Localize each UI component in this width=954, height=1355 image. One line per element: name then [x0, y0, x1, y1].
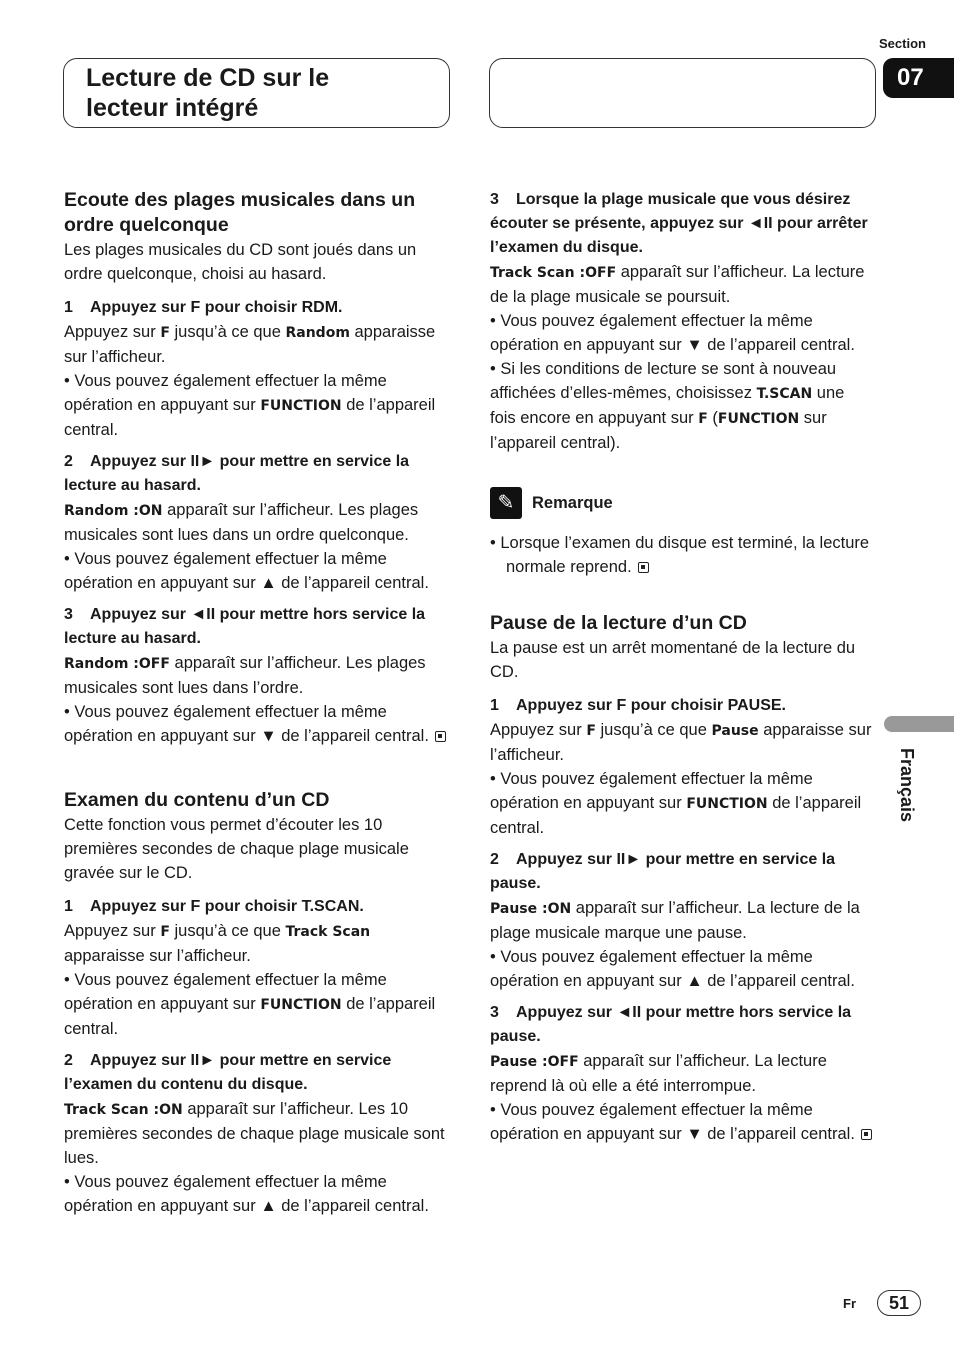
step-3-pause-body: Pause :OFF apparaît sur l’afficheur. La lecture reprend là où elle a été interrompue.	[490, 1052, 827, 1095]
step-1-scan: 1 Appuyez sur F pour choisir T.SCAN.	[64, 898, 364, 915]
section-intro-pause: La pause est un arrêt momentané de la lecture du CD.	[490, 639, 856, 681]
section-heading-pause: Pause de la lecture d’un CD	[490, 612, 747, 634]
end-of-section-icon	[435, 731, 446, 742]
up-arrow-icon: ▲	[260, 574, 277, 592]
play-pause-icon: II►	[616, 851, 642, 868]
step-2-random-bullet: • Vous pouvez également effectuer la même opération en appuyant sur ▲ de l’appareil central.	[64, 550, 429, 592]
note-label: Remarque	[532, 494, 613, 512]
up-arrow-icon: ▲	[260, 1197, 277, 1215]
down-arrow-icon: ▼	[686, 336, 703, 354]
step-2-scan: 2 Appuyez sur II► pour mettre en service l’examen du contenu du disque.	[64, 1052, 392, 1093]
chapter-title-box	[63, 58, 450, 128]
step-2-pause: 2 Appuyez sur II► pour mettre en service la pause.	[490, 851, 836, 892]
step-1-scan-bullet: • Vous pouvez également effectuer la même opération en appuyant sur FUNCTION de l’appareil central.	[64, 971, 436, 1038]
section-heading-scan: Examen du contenu d’un CD	[64, 789, 330, 811]
section-number-tab: 07	[883, 58, 954, 98]
section-intro-random: Les plages musicales du CD sont joués dans un ordre quelconque, choisi au hasard.	[64, 241, 417, 283]
step-3-random: 3 Appuyez sur ◄II pour mettre hors service la lecture au hasard.	[64, 606, 426, 647]
end-of-section-icon	[861, 1129, 872, 1140]
step-1-random: 1 Appuyez sur F pour choisir RDM.	[64, 299, 343, 316]
step-2-random: 2 Appuyez sur II► pour mettre en service la lecture au hasard.	[64, 453, 410, 494]
down-arrow-icon: ▼	[260, 727, 277, 745]
reverse-pause-icon: ◄II	[616, 1004, 642, 1021]
step-1-scan-body: Appuyez sur F jusqu’à ce que Track Scan apparaisse sur l’afficheur.	[64, 922, 371, 965]
empty-title-box	[489, 58, 876, 128]
footer-language: Fr	[843, 1296, 856, 1311]
note-bullet: • Lorsque l’examen du disque est terminé, la lecture normale reprend.	[490, 534, 870, 576]
section-intro-scan: Cette fonction vous permet d’écouter les 10 premières secondes de chaque plage musicale gravée sur le CD.	[64, 816, 409, 882]
step-2-scan-body: Track Scan :ON apparaît sur l’afficheur. Les 10 premières secondes de chaque plage musicale sont lues.	[64, 1100, 445, 1167]
end-of-section-icon	[638, 562, 649, 573]
down-arrow-icon: ▼	[686, 1125, 703, 1143]
step-2-pause-body: Pause :ON apparaît sur l’afficheur. La lecture de la plage musicale marque une pause.	[490, 899, 860, 942]
step-1-pause: 1 Appuyez sur F pour choisir PAUSE.	[490, 697, 786, 714]
step-3-pause: 3 Appuyez sur ◄II pour mettre hors service la pause.	[490, 1004, 852, 1045]
chapter-title-line2: lecteur intégré	[86, 94, 259, 122]
page-number: 51	[877, 1290, 921, 1316]
chapter-title-line1: Lecture de CD sur le	[86, 64, 330, 92]
step-3-scan-body: Track Scan :OFF apparaît sur l’afficheur. La lecture de la plage musicale se poursuit.	[490, 263, 865, 306]
play-pause-icon: II►	[190, 1052, 216, 1069]
section-label: Section	[879, 36, 926, 51]
step-3-random-body: Random :OFF apparaît sur l’afficheur. Les plages musicales sont lues dans l’ordre.	[64, 654, 426, 697]
step-3-scan-bullet: • Vous pouvez également effectuer la même opération en appuyant sur ▼ de l’appareil central.	[490, 312, 855, 354]
step-1-pause-bullet: • Vous pouvez également effectuer la même opération en appuyant sur FUNCTION de l’appareil central.	[490, 770, 862, 837]
left-column	[64, 188, 449, 1218]
reverse-pause-icon: ◄II	[747, 215, 773, 232]
note-heading	[490, 487, 874, 519]
pencil-note-icon: ✎	[490, 487, 522, 519]
language-tab-marker	[884, 716, 954, 732]
language-label: Français	[897, 748, 917, 823]
step-3-random-bullet: • Vous pouvez également effectuer la même opération en appuyant sur ▼ de l’appareil central.	[64, 700, 449, 748]
step-3-pause-bullet: • Vous pouvez également effectuer la même opération en appuyant sur ▼ de l’appareil central.	[490, 1098, 874, 1146]
step-1-pause-body: Appuyez sur F jusqu’à ce que Pause apparaisse sur l’afficheur.	[490, 721, 872, 764]
reverse-pause-icon: ◄II	[190, 606, 216, 623]
step-2-random-body: Random :ON apparaît sur l’afficheur. Les plages musicales sont lues dans un ordre quelconque.	[64, 501, 419, 544]
right-column	[490, 188, 874, 1146]
play-pause-icon: II►	[190, 453, 216, 470]
step-1-random-bullet: • Vous pouvez également effectuer la même opération en appuyant sur FUNCTION de l’appareil central.	[64, 372, 436, 439]
section-heading-random: Ecoute des plages musicales dans un ordre quelconque	[64, 189, 416, 236]
step-3-scan: 3 Lorsque la plage musicale que vous désirez écouter se présente, appuyez sur ◄II pour arrêter l’examen du disque.	[490, 191, 868, 256]
step-3-scan-bullet-2: • Si les conditions de lecture se sont à nouveau affichées d’elles-mêmes, choisissez T.SCAN une fois encore en appuyant sur F (FUNCTION sur l’appareil central).	[490, 360, 845, 452]
up-arrow-icon: ▲	[686, 972, 703, 990]
step-1-random-body: Appuyez sur F jusqu’à ce que Random apparaisse sur l’afficheur.	[64, 323, 436, 366]
step-2-pause-bullet: • Vous pouvez également effectuer la même opération en appuyant sur ▲ de l’appareil central.	[490, 948, 855, 990]
step-2-scan-bullet: • Vous pouvez également effectuer la même opération en appuyant sur ▲ de l’appareil central.	[64, 1173, 429, 1215]
